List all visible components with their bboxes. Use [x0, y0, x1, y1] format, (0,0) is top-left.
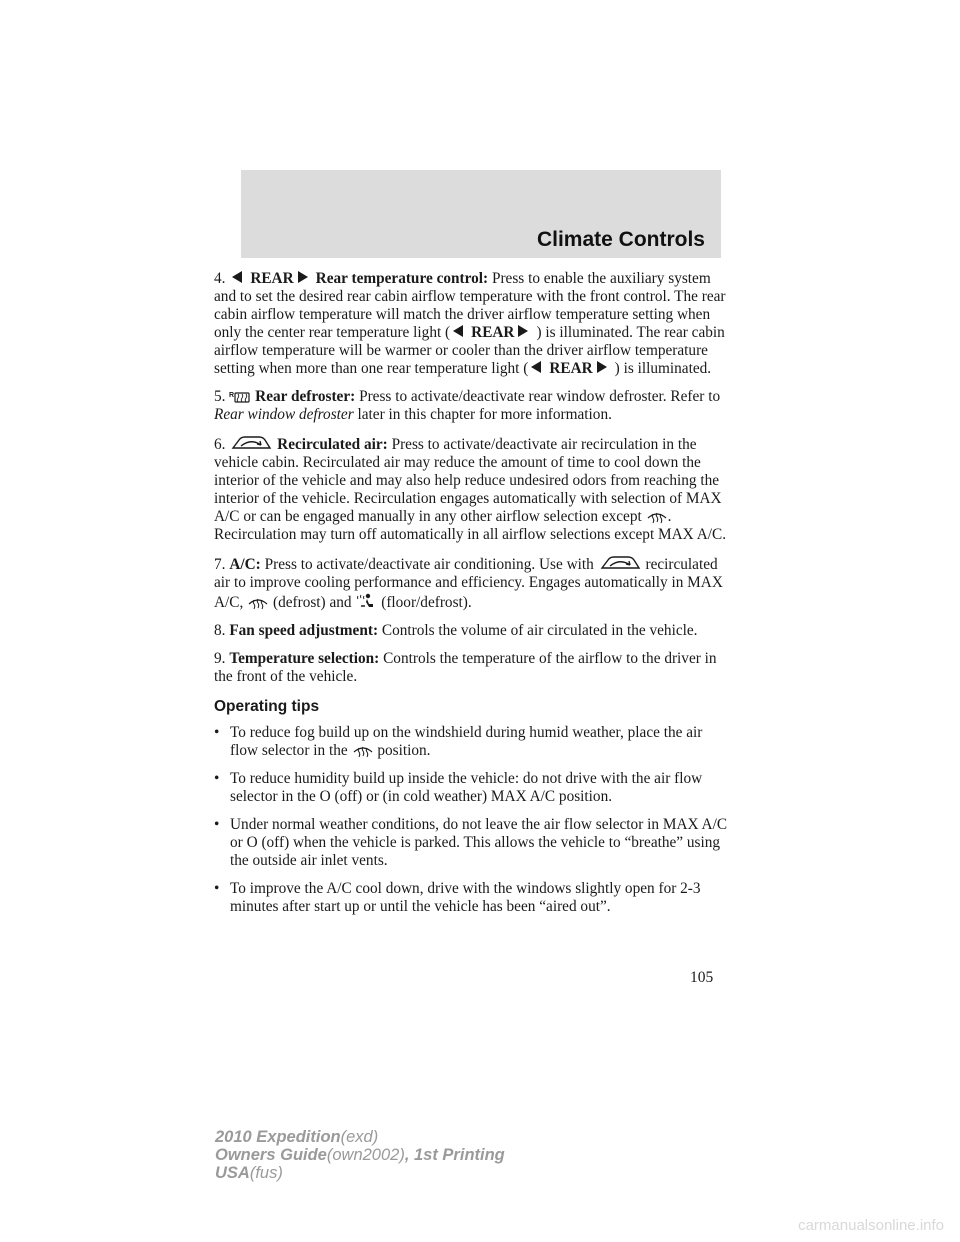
footer-text: USA [215, 1164, 250, 1182]
footer-text: (fus) [249, 1164, 283, 1182]
item-text: Press to activate/deactivate air conditioning. Use with [264, 556, 594, 573]
triangle-left-icon [453, 325, 463, 337]
footer-text: Owners Guide [215, 1146, 327, 1164]
footer-text: 2010 Expedition [215, 1128, 341, 1146]
item-number: 6. [214, 436, 226, 453]
item-label: Rear temperature control: [315, 270, 489, 287]
item-label: Fan speed adjustment: [229, 622, 379, 639]
item-text: Press to enable the auxiliary system and to set the desired rear cabin airflow temperature with the front control. The rear cabin airflow temperature will match the driver airflow temperature setting when only the center rear temperature light ( [214, 270, 726, 341]
section-header-bar [241, 170, 721, 258]
tip-text: To improve the A/C cool down, drive with the windows slightly open for 2-3 minutes after start up or until the vehicle has been “aired out”. [230, 880, 701, 915]
list-item [214, 770, 728, 806]
item-text: Controls the temperature of the airflow to the driver in the front of the vehicle. [214, 650, 717, 685]
defrost-icon [247, 594, 269, 610]
list-item [214, 724, 728, 760]
item-temperature-selection [214, 650, 728, 686]
print-footer [215, 1128, 505, 1182]
tip-text: Under normal weather conditions, do not leave the air flow selector in MAX A/C or O (off) when the vehicle is parked. This allows the vehicle to “breathe” using the outside air inlet vents. [230, 816, 728, 869]
tip-text: To reduce fog build up on the windshield during humid weather, place the air flow selector in the [230, 724, 703, 759]
item-label: Rear defroster: [255, 388, 356, 405]
triangle-right-icon [518, 325, 528, 337]
defrost-icon [646, 508, 668, 524]
item-number: 9. [214, 650, 226, 667]
item-text: later in this chapter for more information. [357, 406, 612, 423]
item-text: ) is illuminated. [614, 360, 712, 377]
item-text: . Recirculation may turn off automatically in all airflow selections except MAX A/C. [214, 508, 727, 543]
bullet: • [214, 724, 220, 741]
watermark: carmanualsonline.info [798, 1217, 944, 1234]
item-text: (defrost) and [272, 594, 352, 611]
page-number: 105 [690, 969, 714, 986]
tip-text: position. [377, 742, 431, 759]
item-text: Press to activate/deactivate air recirculation in the vehicle cabin. Recirculated air may reduce the amount of time to cool down the interior of the vehicle and may also help reduce undesired odors from reaching the interior of the vehicle. Recirculation engages automatically with selection of MAX A/C or can be engaged manually in any other airflow selection except [214, 436, 722, 525]
floor-defrost-icon [355, 592, 377, 610]
rear-label: REAR [471, 324, 515, 341]
cross-reference: Rear window defroster [214, 406, 354, 423]
triangle-right-icon [597, 361, 607, 373]
item-rear-temperature-control [214, 270, 728, 378]
bullet: • [214, 770, 220, 787]
item-text: recirculated air to improve cooling performance and efficiency. Engages automatically in MAX A/C, [214, 556, 723, 611]
page-content [214, 270, 728, 926]
bullet: • [214, 880, 220, 897]
section-title: Climate Controls [536, 228, 705, 251]
list-item [214, 880, 728, 916]
item-text: (floor/defrost). [381, 594, 472, 611]
item-number: 7. [214, 556, 226, 573]
bullet: • [214, 816, 220, 833]
rear-label: REAR [250, 270, 294, 287]
item-number: 5. [214, 388, 226, 405]
item-text: ) is illuminated. The rear cabin airflow temperature will be warmer or cooler than the driver airflow temperature setting when more than one rear temperature light ( [214, 324, 725, 377]
operating-tips-heading: Operating tips [214, 698, 320, 715]
rear-label: REAR [549, 360, 593, 377]
item-ac [214, 554, 728, 612]
footer-text: (exd) [340, 1128, 379, 1146]
item-text: Controls the volume of air circulated in the vehicle. [381, 622, 698, 639]
recirculation-icon [229, 434, 273, 452]
recirculation-icon [598, 554, 642, 572]
item-label: Recirculated air: [277, 436, 388, 453]
triangle-left-icon [232, 271, 242, 283]
svg-text:R: R [229, 392, 235, 399]
item-number: 8. [214, 622, 226, 639]
list-item [214, 816, 728, 870]
operating-tips-list [214, 724, 728, 916]
tip-text: To reduce humidity build up inside the vehicle: do not drive with the air flow selector in the O (off) or (in cold weather) MAX A/C position. [230, 770, 703, 805]
rear-defrost-icon [229, 390, 251, 404]
item-text: Press to activate/deactivate rear window defroster. Refer to [359, 388, 721, 405]
item-fan-speed [214, 622, 728, 640]
item-recirculated-air [214, 434, 728, 544]
defrost-icon [352, 742, 374, 758]
item-rear-defroster [214, 388, 728, 424]
triangle-left-icon [531, 361, 541, 373]
triangle-right-icon [298, 271, 308, 283]
footer-text: , 1st Printing [404, 1146, 505, 1164]
item-number: 4. [214, 270, 226, 287]
item-label: A/C: [229, 556, 261, 573]
item-label: Temperature selection: [229, 650, 380, 667]
footer-text: (own2002) [326, 1146, 405, 1164]
